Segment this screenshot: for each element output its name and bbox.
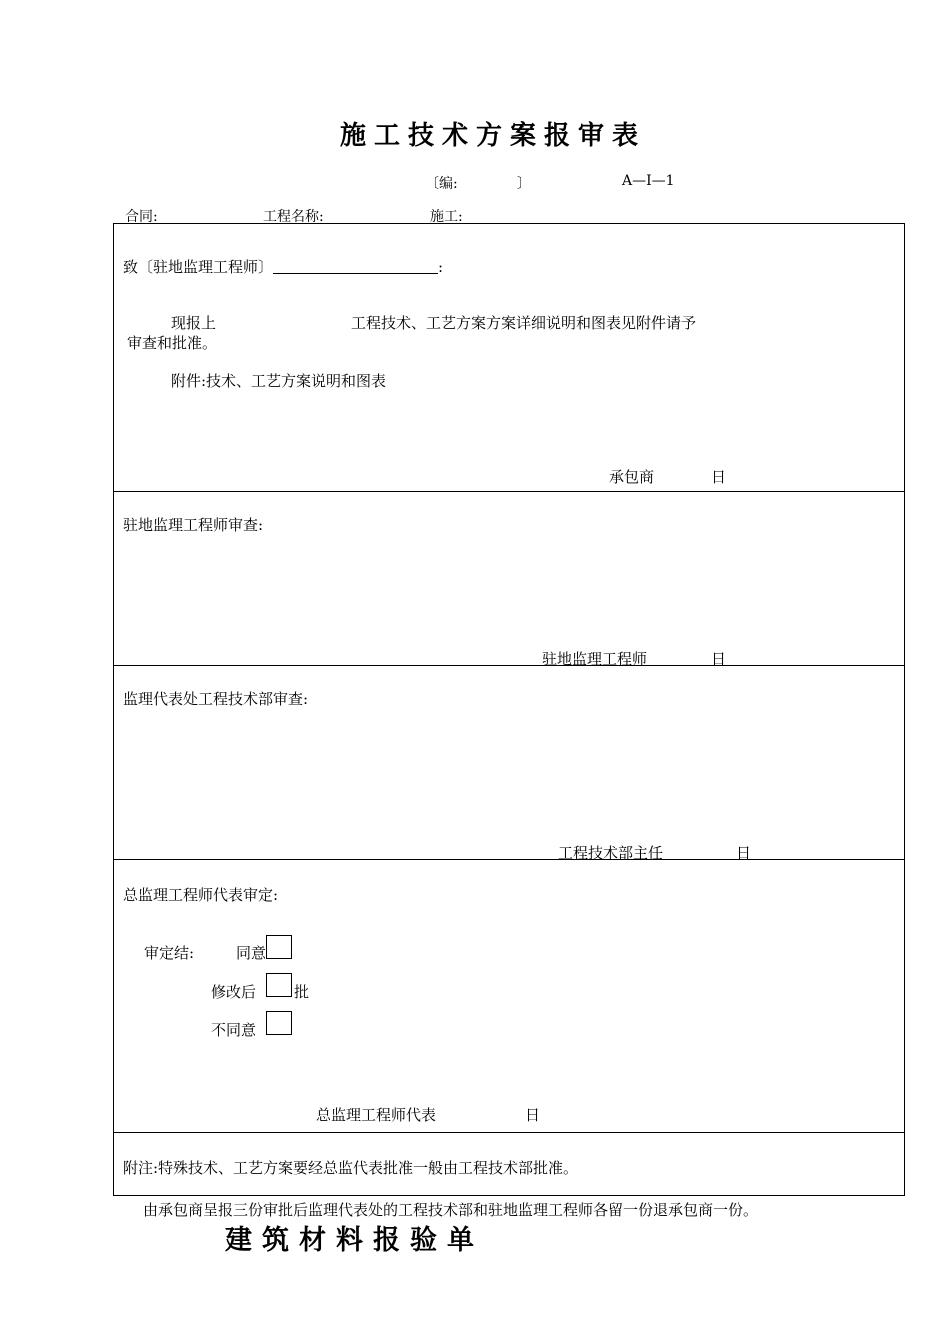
option-agree-label: 同意 [236, 944, 267, 962]
conclusion-label: 审定结: [144, 944, 195, 962]
addressee-line [123, 256, 443, 277]
attachment-note: 附件:技术、工艺方案说明和图表 [171, 372, 387, 390]
resident-review-heading: 驻地监理工程师审查: [123, 516, 264, 534]
form-code: A—Ⅰ—1 [622, 173, 675, 189]
chief-approval-section [114, 859, 904, 1133]
resident-review-section [114, 491, 904, 666]
submission-instruction: 由承包商呈报三份审批后监理代表处的工程技术部和驻地监理工程师各留一份退承包商一份。 [143, 1201, 759, 1219]
next-form-title: 建筑材料报验单 [225, 1225, 484, 1256]
special-note: 附注:特殊技术、工艺方案要经总监代表批准一般由工程技术部批准。 [123, 1159, 579, 1177]
addressee-label: 致〔驻地监理工程师〕 [123, 258, 274, 276]
approval-form-table [113, 223, 905, 1196]
project-name-label: 工程名称: [263, 209, 324, 225]
chief-signer: 总监理工程师代表 [316, 1106, 437, 1124]
body-prefix: 现报上 [171, 314, 217, 332]
revise-checkbox[interactable] [266, 973, 292, 997]
submission-section [114, 224, 904, 491]
body-suffix: 工程技术、工艺方案方案详细说明和图表见附件请予 [351, 314, 697, 332]
construction-label: 施工: [430, 209, 463, 225]
resident-date: 日 [711, 650, 727, 668]
addressee-colon: : [438, 258, 444, 276]
tech-dept-heading: 监理代表处工程技术部审查: [123, 690, 309, 708]
disagree-checkbox[interactable] [266, 1011, 292, 1035]
agree-checkbox[interactable] [266, 935, 292, 959]
chief-date: 日 [525, 1106, 541, 1124]
chief-approval-heading: 总监理工程师代表审定: [123, 886, 279, 904]
tech-dept-review-section [114, 665, 904, 860]
body-line2: 审查和批准。 [127, 334, 218, 352]
contractor-date: 日 [711, 468, 727, 486]
option-disagree-label: 不同意 [211, 1021, 257, 1039]
tech-dept-date: 日 [736, 844, 752, 862]
note-section [114, 1132, 904, 1196]
engineer-name-blank[interactable] [273, 259, 438, 274]
tech-dept-signer: 工程技术部主任 [558, 844, 664, 862]
serial-close: 〕 [517, 176, 531, 192]
page-title: 施工技术方案报审表 [339, 121, 646, 151]
serial-label: 〔编: [425, 176, 458, 192]
option-revise-label: 修改后 [211, 983, 257, 1001]
option-revise-tail: 批 [294, 983, 310, 1001]
contract-label: 合同: [125, 209, 158, 225]
resident-signer: 驻地监理工程师 [542, 650, 648, 668]
contractor-signer: 承包商 [609, 468, 655, 486]
